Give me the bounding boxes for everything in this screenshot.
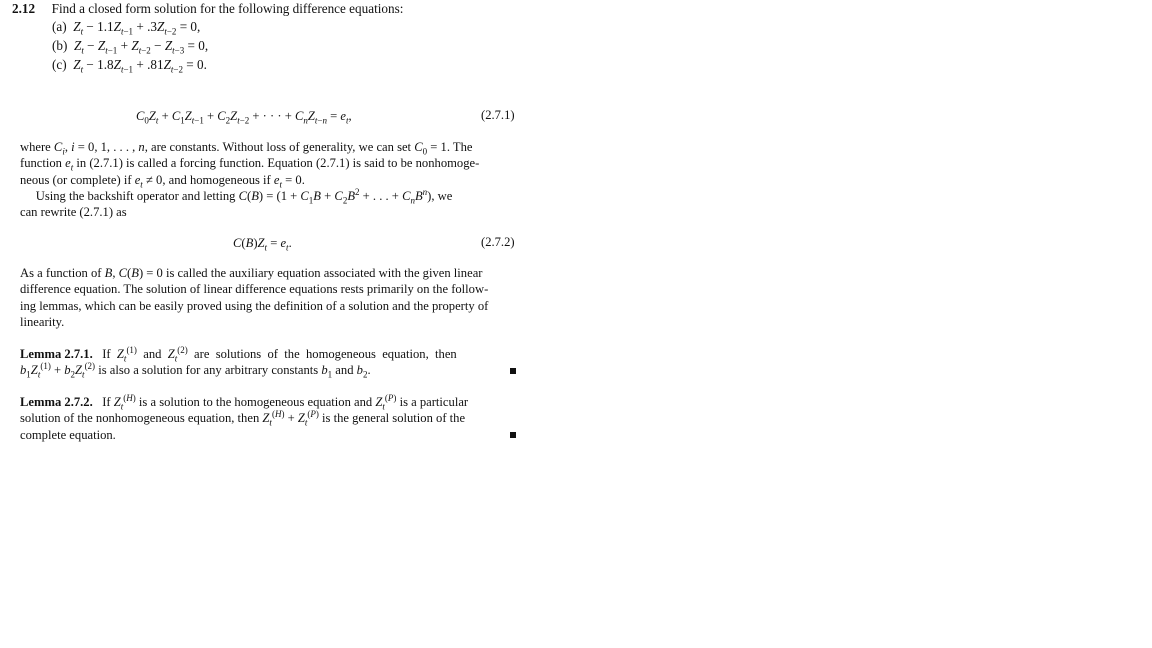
exercise-header xyxy=(12,1,403,17)
paragraph-auxiliary: As a function of B, C(B) = 0 is called the auxiliary equation associated with the given linear difference equation. The solution of linear difference equations rests primarily on the follow- ing lemmas, which can be easily proved using the definition of a solution and the property of linearity. xyxy=(20,266,489,329)
exercise-number: 2.12 xyxy=(12,1,36,16)
end-of-proof-mark xyxy=(510,432,516,438)
equation-2-7-1: $C_0Z_t + C_1Z_{t-1} + C_2Z_{t-2}$ + · · · + $C_nZ_{t-n} = e_t$, xyxy=(136,109,352,126)
lemma-1-head: Lemma 2.7.1. xyxy=(20,347,93,361)
lemma-2-7-1: Lemma 2.7.1. If $Z_t^{(1)}$ and $Z_t^{(2)}$ are solutions of the homogeneous equation, then $b_1Z_t^{(1)} + b_2Z_t^{(2)}$ is also a solution for any arbitrary constants $b_1$ and $b_2$. xyxy=(20,344,457,380)
lemma-2-head: Lemma 2.7.2. xyxy=(20,395,93,409)
lemma-2-7-2: Lemma 2.7.2. If $Z_t^{(H)}$ is a solution to the homogeneous equation and $Z_t^{(P)}$ is a particular solution of the nonhomogeneous equation, then $Z_t^{(H)} + Z_t^{(P)}$ is the general solution of the complete equation. xyxy=(20,392,469,442)
paragraph-constants: where $C_i$, i = 0, 1, . . . , n, are constants. Without loss of generality, we can set $C_0 = 1$. The function $e_t$ in (2.7.1) is called a forcing function. Equation (2.7.1) is said to be nonhomoge- neous (or complete) if $e_t \ne 0$, and homogeneous if $e_t = 0$. Using the backshift operator and letting $C(B) = (1 + C_1B + C_2B^2$ + . . . + $C_nB^n$), we can rewrite (2.7.1) as xyxy=(20,140,480,220)
equation-2-7-2: $C(B)Z_t = e_t$. xyxy=(233,236,292,253)
exercise-item-c: (c) $Z_t - 1.8Z_{t-1} + .81Z_{t-2} = 0$. xyxy=(52,57,207,75)
equation-number-1: (2.7.1) xyxy=(481,108,515,122)
exercise-item-b: (b) $Z_t - Z_{t-1} + Z_{t-2} - Z_{t-3} = 0$, xyxy=(52,38,209,56)
end-of-proof-mark xyxy=(510,368,516,374)
equation-number-2: (2.7.2) xyxy=(481,235,515,249)
exercise-item-a: (a) $Z_t - 1.1Z_{t-1} + .3Z_{t-2} = 0$, xyxy=(52,19,201,37)
exercise-prompt: Find a closed form solution for the following difference equations: xyxy=(51,1,404,16)
